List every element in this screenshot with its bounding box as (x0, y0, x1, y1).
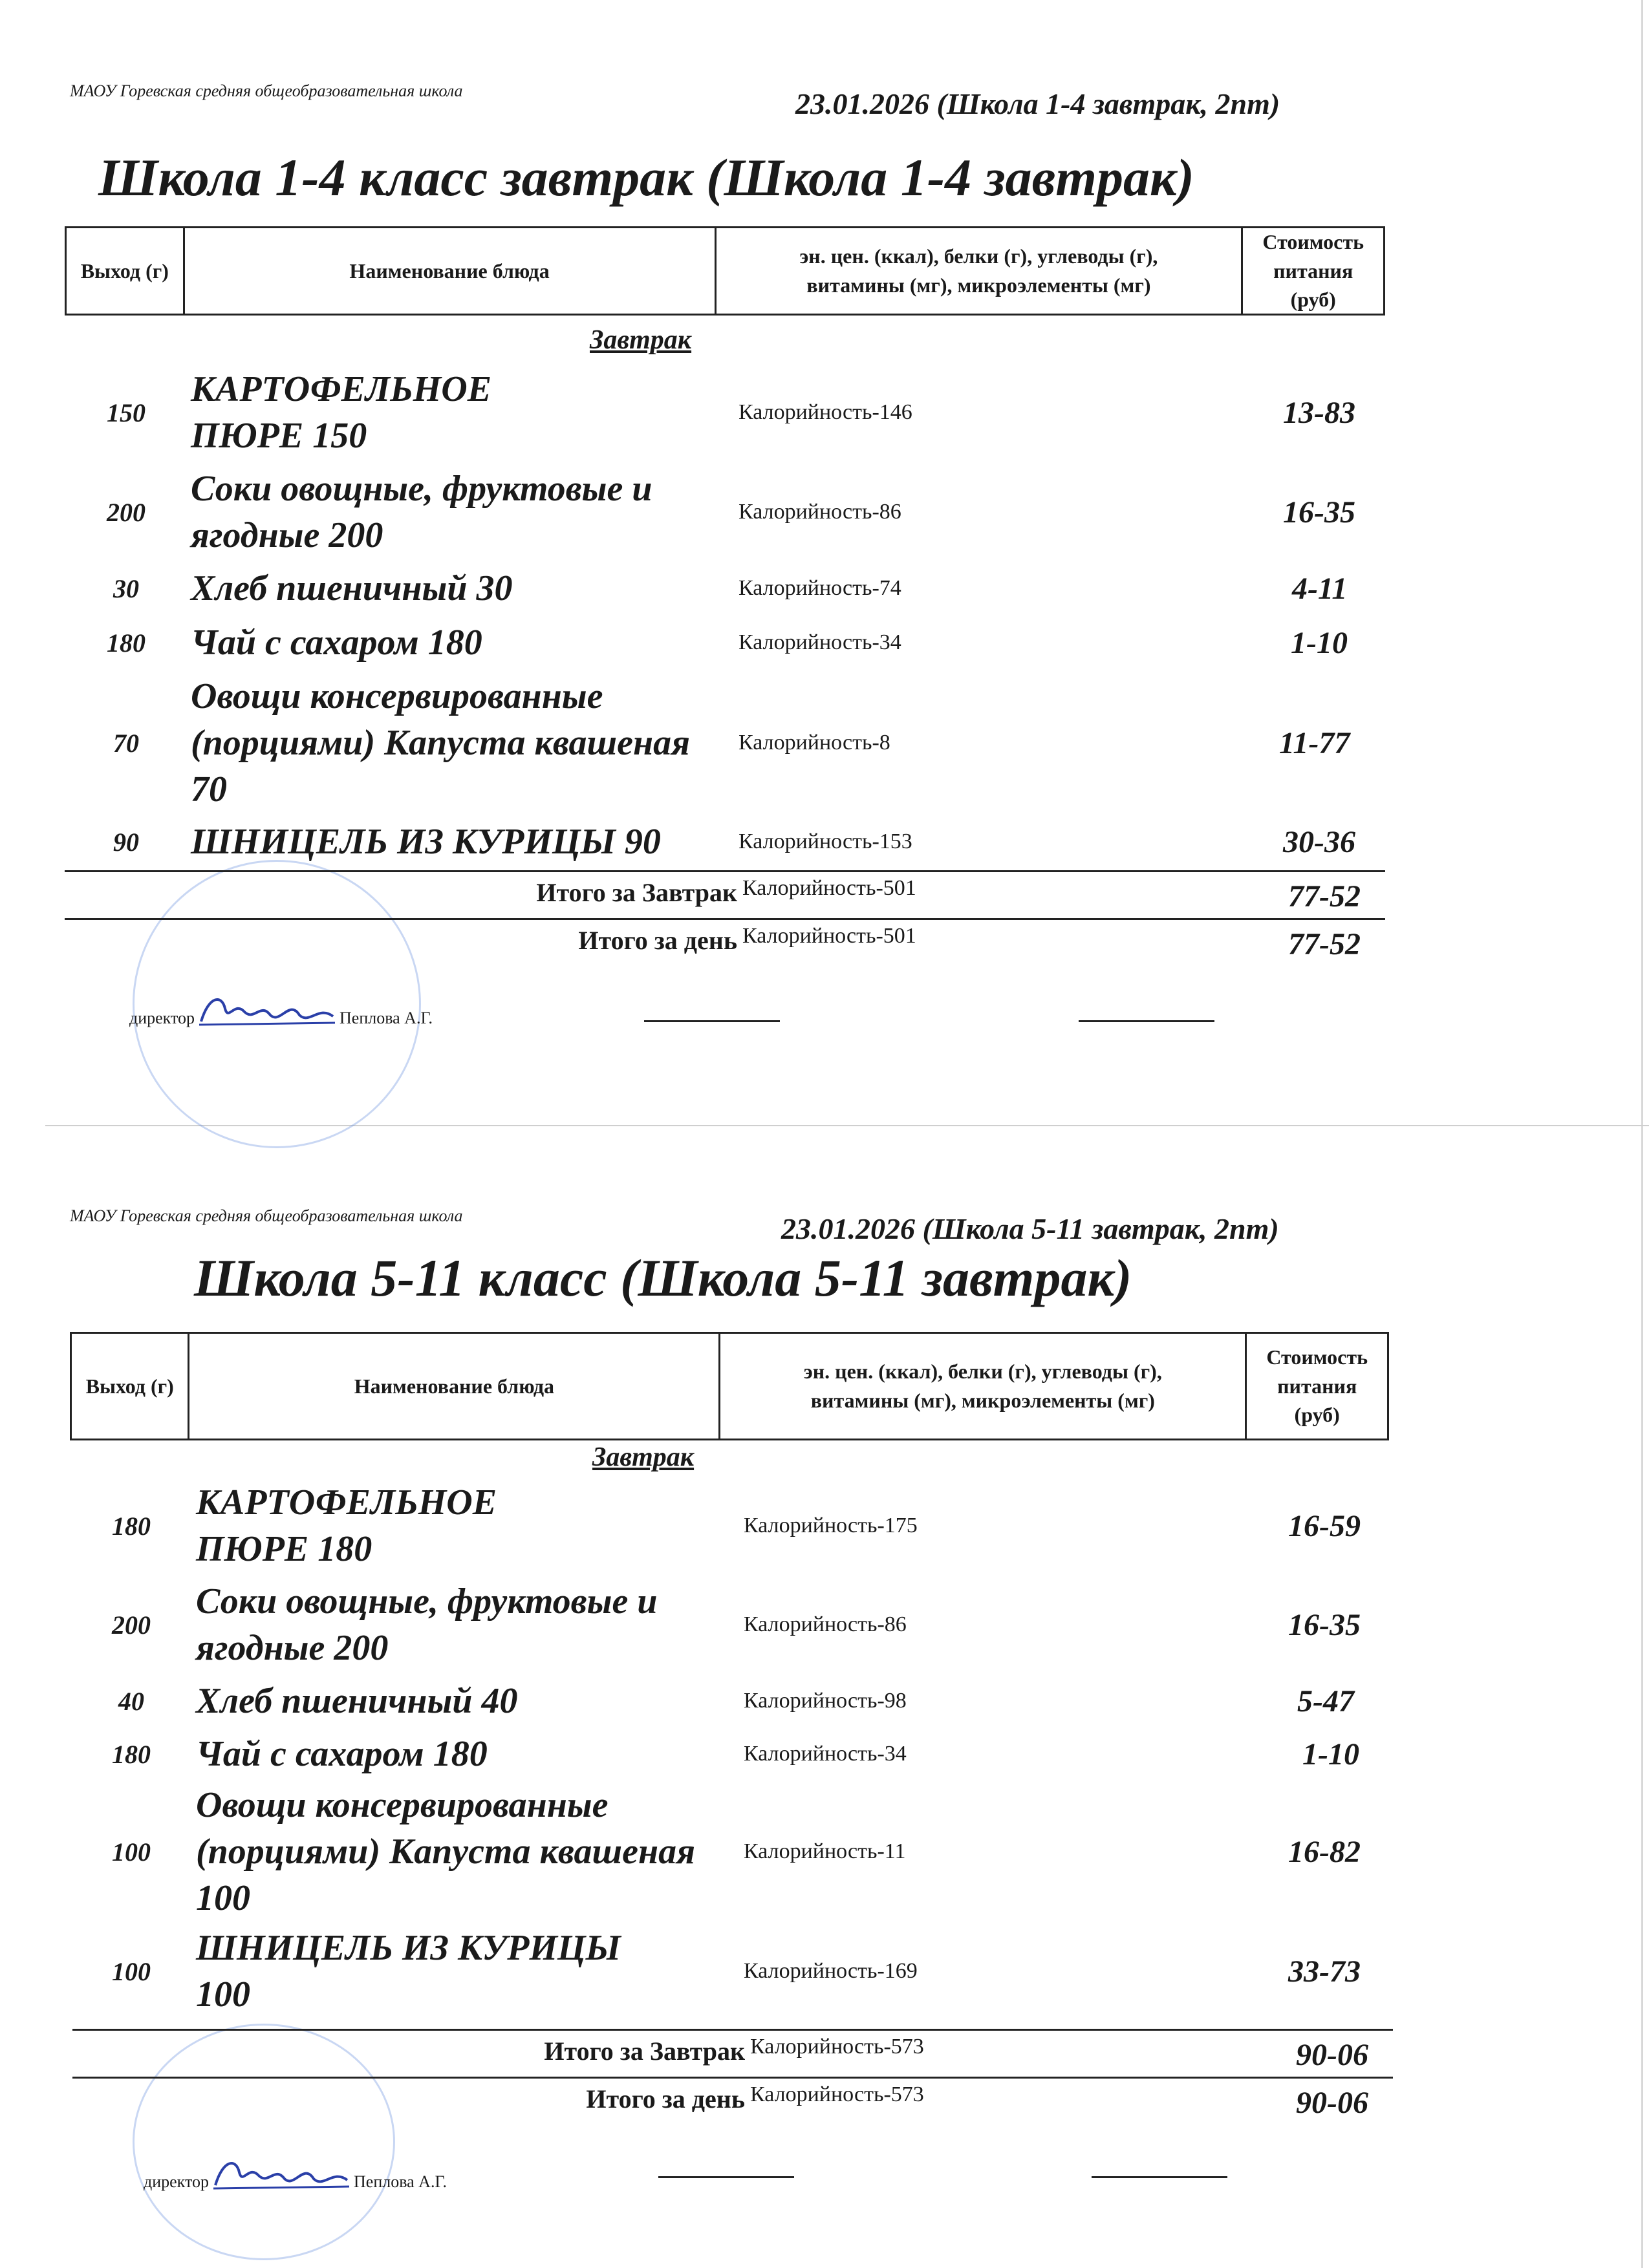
header-cost: Стоимость питания (руб) (1262, 230, 1364, 312)
dish-name: ШНИЦЕЛЬ ИЗ КУРИЦЫ 100 (196, 1928, 621, 2015)
dish-cost: 13-83 (1283, 395, 1355, 430)
total-day-label: Итого за день (578, 926, 737, 955)
table-row (65, 816, 1385, 868)
dish-kcal: Калорийность-86 (744, 1612, 907, 1636)
header-output: Выход (г) (72, 1334, 189, 1439)
menu-date: 23.01.2026 (Школа 1-4 завтрак, 2пт) (795, 87, 1280, 120)
dish-output: 30 (113, 573, 139, 603)
dish-name: КАРТОФЕЛЬНОЕ ПЮРЕ 180 (196, 1482, 497, 1569)
header-nutrition: эн. цен. (ккал), белки (г), углеводы (г), витамины (мг), микроэлементы (мг) (717, 228, 1244, 314)
table-header (70, 1332, 1389, 1440)
table-row (65, 362, 1385, 463)
header-nutrition: эн. цен. (ккал), белки (г), углеводы (г), витамины (мг), микроэлементы (мг) (720, 1334, 1247, 1439)
dish-output: 70 (113, 728, 139, 758)
dish-output: 180 (112, 1511, 151, 1541)
total-meal-cost: 77-52 (1288, 879, 1361, 914)
signature-role: директор (144, 2172, 209, 2191)
table-row (70, 1781, 1390, 1922)
date-line (1092, 2176, 1227, 2178)
dish-kcal: Калорийность-34 (744, 1742, 907, 1766)
dish-name: КАРТОФЕЛЬНОЕ ПЮРЕ 150 (191, 369, 492, 456)
dish-output: 90 (113, 827, 139, 857)
header-name: Наименование блюда (185, 228, 717, 314)
total-meal-row (72, 2029, 1393, 2077)
total-day-cost: 77-52 (1288, 927, 1361, 961)
dish-kcal: Калорийность-8 (738, 731, 890, 754)
dish-cost: 16-82 (1288, 1834, 1361, 1869)
dish-output: 180 (107, 628, 146, 658)
dish-kcal: Калорийность-98 (744, 1689, 907, 1713)
total-meal-label: Итого за Завтрак (544, 2037, 745, 2066)
signature-role: директор (129, 1009, 195, 1027)
menu-title: Школа 5-11 класс (Школа 5-11 завтрак) (194, 1248, 1132, 1307)
table-row (70, 1675, 1390, 1727)
dish-cost: 16-59 (1288, 1508, 1361, 1543)
dish-kcal: Калорийность-146 (738, 400, 912, 424)
dish-name: Чай с сахаром 180 (191, 623, 482, 663)
header-cost: Стоимость питания (руб) (1266, 1345, 1368, 1427)
dish-output: 200 (112, 1610, 151, 1640)
dish-name: Соки овощные, фруктовые и ягодные 200 (196, 1581, 658, 1668)
total-meal-row (65, 870, 1385, 918)
dish-kcal: Калорийность-169 (744, 1959, 918, 1983)
dish-cost: 1-10 (1291, 625, 1348, 660)
dish-name: Соки овощные, фруктовые и ягодные 200 (191, 469, 652, 555)
total-meal-kcal: Калорийность-573 (750, 2035, 924, 2059)
signature-block (129, 989, 433, 1028)
total-day-kcal: Калорийность-501 (742, 924, 916, 948)
table-row (65, 670, 1385, 816)
school-name: МАОУ Горевская средняя общеобразовательная школа (70, 1206, 463, 1225)
signature-name: Пеплова А.Г. (354, 2172, 447, 2191)
dish-name: Чай с сахаром 180 (196, 1734, 488, 1774)
total-day-row (72, 2077, 1393, 2124)
dish-output: 180 (112, 1739, 151, 1769)
total-day-cost: 90-06 (1296, 2086, 1368, 2120)
meal-label: Завтрак (592, 1442, 695, 1472)
menu-date: 23.01.2026 (Школа 5-11 завтрак, 2пт) (781, 1212, 1279, 1245)
signature-icon (196, 989, 338, 1028)
total-meal-cost: 90-06 (1296, 2038, 1368, 2072)
signature-name: Пеплова А.Г. (339, 1009, 433, 1027)
table-row (70, 1727, 1390, 1781)
table-row (70, 1477, 1390, 1574)
table-row (65, 463, 1385, 561)
table-header (65, 226, 1385, 316)
dish-name: Хлеб пшеничный 30 (191, 568, 513, 608)
dish-cost: 16-35 (1283, 495, 1355, 530)
school-name: МАОУ Горевская средняя общеобразовательная школа (70, 81, 463, 100)
signature-icon (210, 2153, 352, 2192)
dish-kcal: Калорийность-34 (738, 630, 901, 654)
signature-line (658, 2176, 794, 2178)
dish-output: 200 (107, 497, 146, 527)
dish-output: 100 (112, 1837, 151, 1867)
dish-cost: 11-77 (1279, 725, 1350, 760)
dish-kcal: Калорийность-175 (744, 1514, 918, 1537)
table-row (70, 1574, 1390, 1675)
dish-cost: 16-35 (1288, 1607, 1361, 1642)
total-meal-label: Итого за Завтрак (536, 878, 737, 907)
dish-list (65, 362, 1385, 868)
meal-label: Завтрак (590, 325, 692, 355)
dish-output: 40 (118, 1686, 144, 1716)
dish-cost: 4-11 (1292, 571, 1348, 606)
header-name: Наименование блюда (189, 1334, 720, 1439)
dish-cost: 5-47 (1297, 1684, 1354, 1718)
date-line (1079, 1020, 1214, 1022)
dish-cost: 33-73 (1288, 1954, 1361, 1989)
menu-1 (0, 0, 1649, 1099)
signature-line (644, 1020, 780, 1022)
menu-2 (0, 1125, 1649, 2224)
dish-cost: 30-36 (1283, 824, 1355, 859)
dish-name: Хлеб пшеничный 40 (196, 1681, 518, 1721)
dish-name: Овощи консервированные (порциями) Капуста квашеная 100 (196, 1785, 695, 1918)
dish-name: ШНИЦЕЛЬ ИЗ КУРИЦЫ 90 (191, 822, 661, 862)
table-row (65, 561, 1385, 615)
dish-list (70, 1477, 1390, 2020)
table-row (70, 1922, 1390, 2020)
total-day-label: Итого за день (586, 2084, 745, 2113)
dish-kcal: Калорийность-74 (738, 576, 901, 600)
total-day-kcal: Калорийность-573 (750, 2082, 924, 2106)
dish-kcal: Калорийность-11 (744, 1839, 906, 1863)
total-day-row (65, 918, 1385, 966)
dish-kcal: Калорийность-86 (738, 500, 901, 524)
dish-cost: 1-10 (1302, 1737, 1359, 1771)
signature-block (144, 2153, 447, 2192)
dish-name: Овощи консервированные (порциями) Капуста квашеная 70 (191, 676, 690, 809)
dish-output: 100 (112, 1956, 151, 1986)
table-row (65, 615, 1385, 670)
dish-kcal: Калорийность-153 (738, 829, 912, 853)
menu-title: Школа 1-4 класс завтрак (Школа 1-4 завтрак) (98, 148, 1194, 207)
dish-output: 150 (107, 398, 146, 427)
total-meal-kcal: Калорийность-501 (742, 876, 916, 900)
header-output: Выход (г) (67, 228, 185, 314)
